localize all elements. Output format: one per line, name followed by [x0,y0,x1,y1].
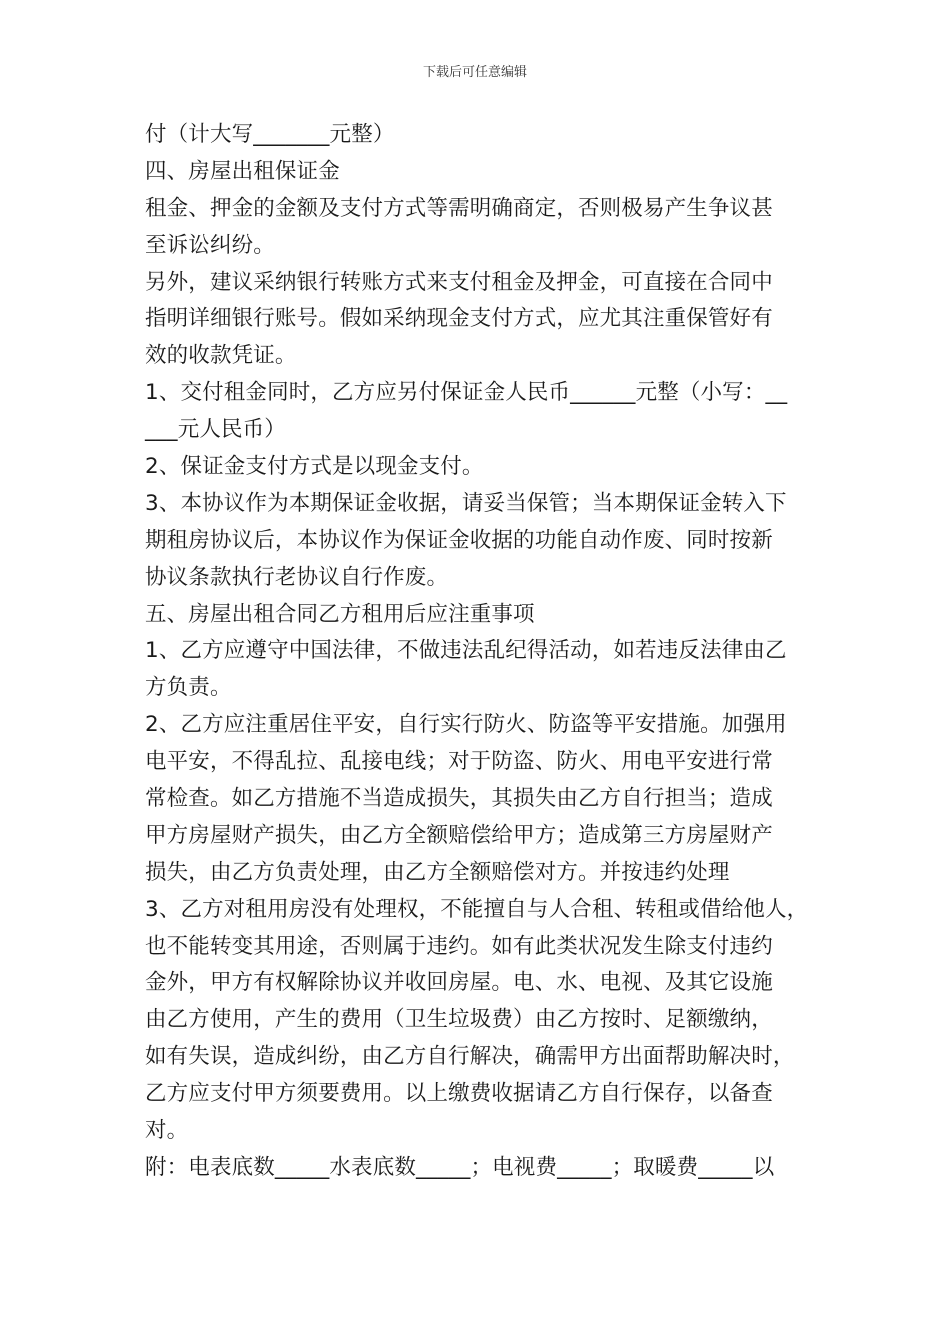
body-line: 付（计大写_______元整） [145,122,395,147]
body-line: 租金、押金的金额及支付方式等需明确商定，否则极易产生争议甚 [145,195,773,221]
body-line: 至诉讼纠纷。 [145,232,275,258]
section-heading: 四、房屋出租保证金 [145,158,340,184]
body-line: 另外，建议采纳银行转账方式来支付租金及押金，可直接在合同中 [145,269,773,295]
body-line: 2、保证金支付方式是以现金支付。 [145,454,484,480]
body-line: 期租房协议后，本协议作为保证金收据的功能自动作废、同时按新 [145,527,773,553]
body-line: 如有失误，造成纠纷，由乙方自行解决，确需甲方出面帮助解决时， [145,1044,795,1070]
body-line: 效的收款凭证。 [145,343,297,369]
body-line: 1、乙方应遵守中国法律，不做违法乱纪得活动，如若违反法律由乙 [145,638,787,664]
body-line: 方负责。 [145,675,232,701]
body-line: 3、本协议作为本期保证金收据，请妥当保管；当本期保证金转入下 [145,490,787,516]
body-line: 1、交付租金同时，乙方应另付保证金人民币______元整（小写：__ [145,380,788,406]
body-line: 协议条款执行老协议自行作废。 [145,564,449,590]
body-line: 对。 [145,1118,189,1144]
body-line: 2、乙方应注重居住平安，自行实行防火、防盗等平安措施。加强用 [145,712,787,738]
body-line: 甲方房屋财产损失，由乙方全额赔偿给甲方；造成第三方房屋财产 [145,822,773,848]
body-line: ___元人民币） [145,417,286,443]
document-body [145,117,825,1187]
body-line: 指明详细银行账号。假如采纳现金支付方式，应尤其注重保管好有 [145,306,773,332]
body-line: 金外，甲方有权解除协议并收回房屋。电、水、电视、及其它设施 [145,970,773,996]
page-header: 下载后可任意编辑 [422,65,527,80]
body-line: 附：电表底数_____水表底数_____；电视费_____；取暖费_____以 [145,1154,775,1180]
body-line: 损失，由乙方负责处理，由乙方全额赔偿对方。并按违约处理 [145,859,730,885]
body-line: 由乙方使用，产生的费用（卫生垃圾费）由乙方按时、足额缴纳， [145,1007,773,1033]
body-line: 乙方应支付甲方须要费用。以上缴费收据请乙方自行保存，以备查 [145,1081,773,1107]
body-line: 3、乙方对租用房没有处理权，不能擅自与人合租、转租或借给他人， [145,896,809,922]
section-heading: 五、房屋出租合同乙方租用后应注重事项 [145,601,535,627]
body-line: 电平安，不得乱拉、乱接电线；对于防盗、防火、用电平安进行常 [145,749,773,775]
body-line: 也不能转变其用途，否则属于违约。如有此类状况发生除支付违约 [145,933,773,959]
body-line: 常检查。如乙方措施不当造成损失，其损失由乙方自行担当；造成 [145,786,773,812]
